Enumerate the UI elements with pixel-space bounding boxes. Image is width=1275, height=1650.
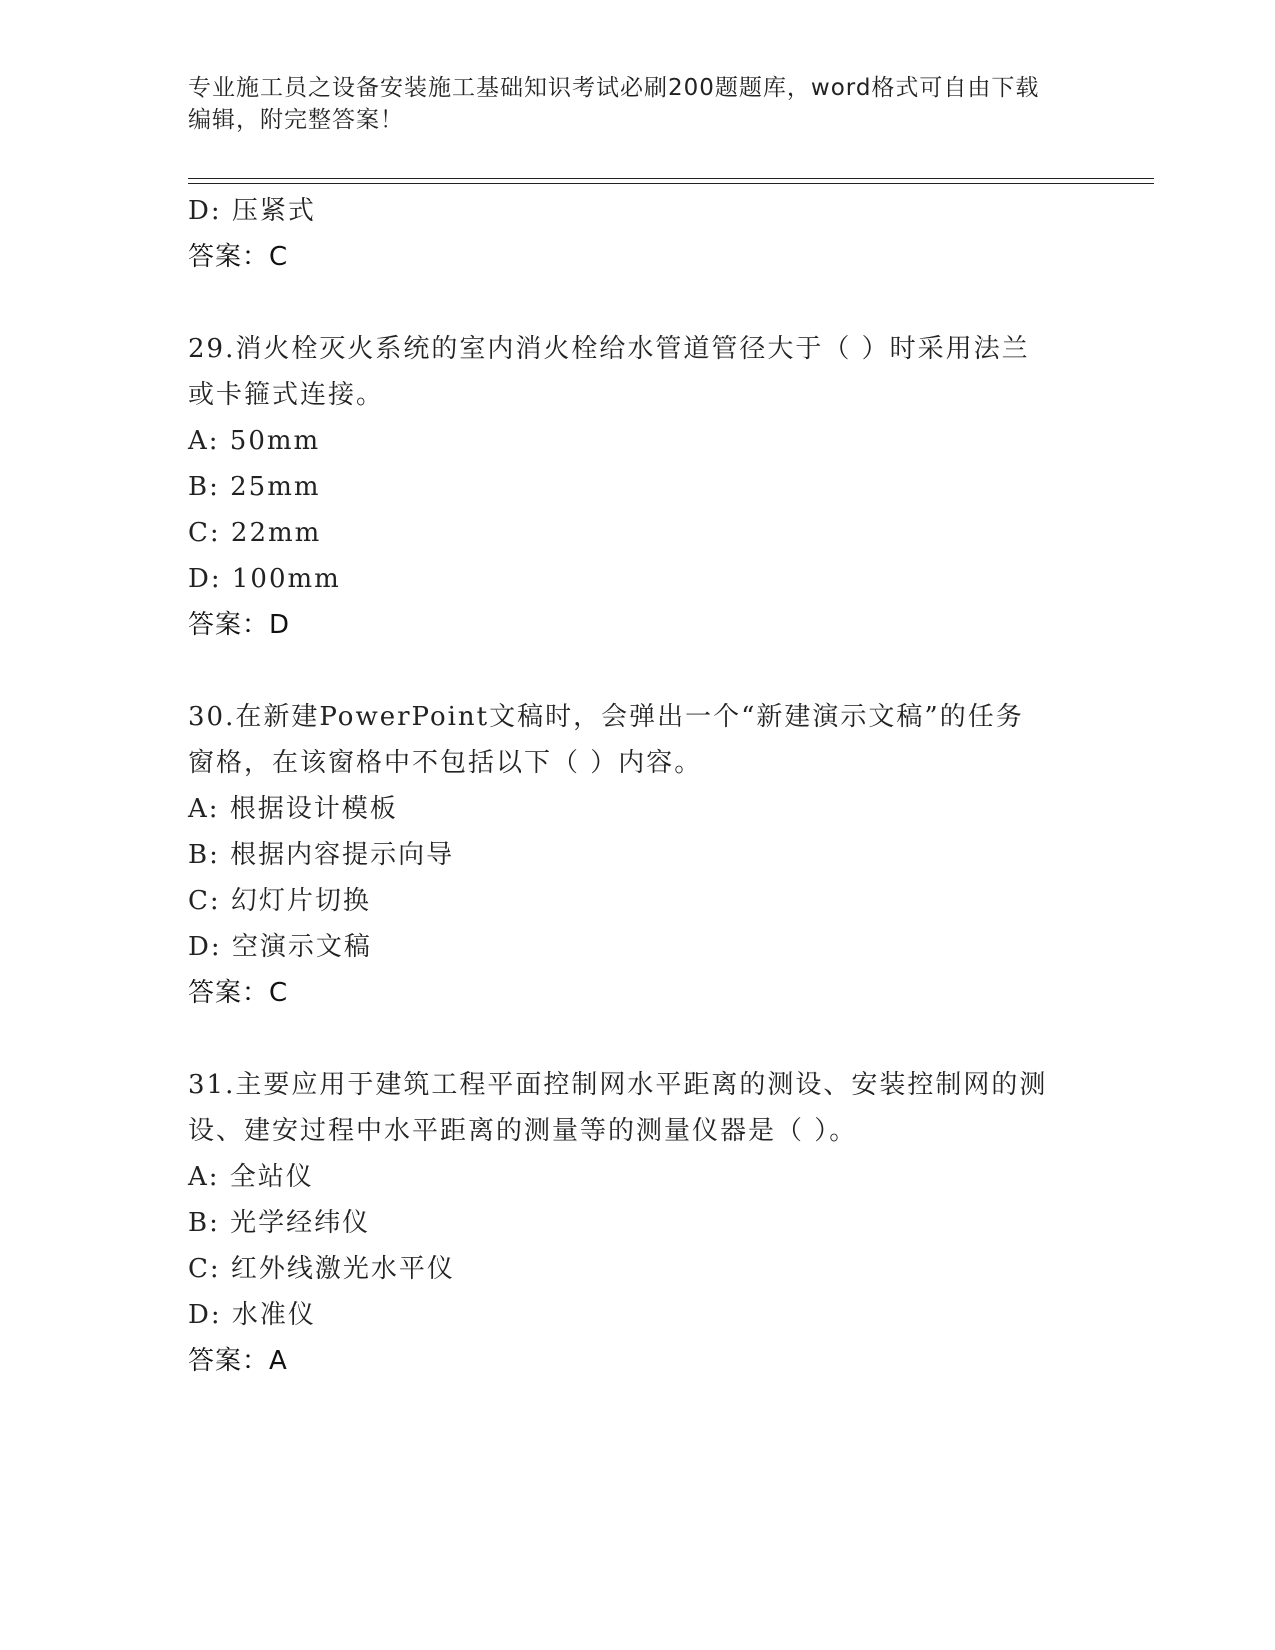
header-divider-top (188, 178, 1154, 179)
answer-line: 答案：C (188, 242, 289, 272)
question-31 (188, 1062, 1088, 1384)
option-d: D: 水准仪 (188, 1300, 316, 1330)
spacer (188, 648, 1088, 694)
question-stem-line: 设、建安过程中水平距离的测量等的测量仪器是（ ）。 (188, 1116, 858, 1146)
spacer (188, 280, 1088, 326)
previous-question-tail (188, 188, 1088, 280)
question-content (188, 188, 1088, 1384)
question-stem-line: 30.在新建PowerPoint文稿时，会弹出一个“新建演示文稿”的任务 (188, 702, 1024, 732)
header-line-1: 专业施工员之设备安装施工基础知识考试必刷200题题库，word格式可自由下载 (188, 75, 1040, 101)
question-stem-line: 29.消火栓灭火系统的室内消火栓给水管道管径大于（ ）时采用法兰 (188, 334, 1030, 364)
answer-line: 答案：D (188, 610, 291, 640)
option-d: D: 压紧式 (188, 196, 316, 226)
question-30 (188, 694, 1088, 1016)
option-d: D: 100mm (188, 564, 341, 594)
question-stem-line: 窗格，在该窗格中不包括以下（ ）内容。 (188, 748, 703, 778)
question-29 (188, 326, 1088, 648)
option-a: A: 根据设计模板 (188, 794, 398, 824)
option-c: C: 幻灯片切换 (188, 886, 371, 916)
question-stem-line: 或卡箍式连接。 (188, 380, 385, 410)
header-divider-bottom (188, 183, 1154, 184)
header-line-2: 编辑，附完整答案！ (188, 107, 404, 133)
option-d: D: 空演示文稿 (188, 932, 372, 962)
spacer (188, 1016, 1088, 1062)
option-b: B: 根据内容提示向导 (188, 840, 455, 870)
option-c: C: 22mm (188, 518, 322, 548)
option-c: C: 红外线激光水平仪 (188, 1254, 455, 1284)
answer-line: 答案：A (188, 1346, 288, 1376)
option-b: B: 光学经纬仪 (188, 1208, 371, 1238)
document-header (188, 72, 1088, 136)
option-a: A: 50mm (188, 426, 321, 456)
option-b: B: 25mm (188, 472, 321, 502)
answer-line: 答案：C (188, 978, 289, 1008)
question-stem-line: 31.主要应用于建筑工程平面控制网水平距离的测设、安装控制网的测 (188, 1070, 1048, 1100)
option-a: A: 全站仪 (188, 1162, 314, 1192)
